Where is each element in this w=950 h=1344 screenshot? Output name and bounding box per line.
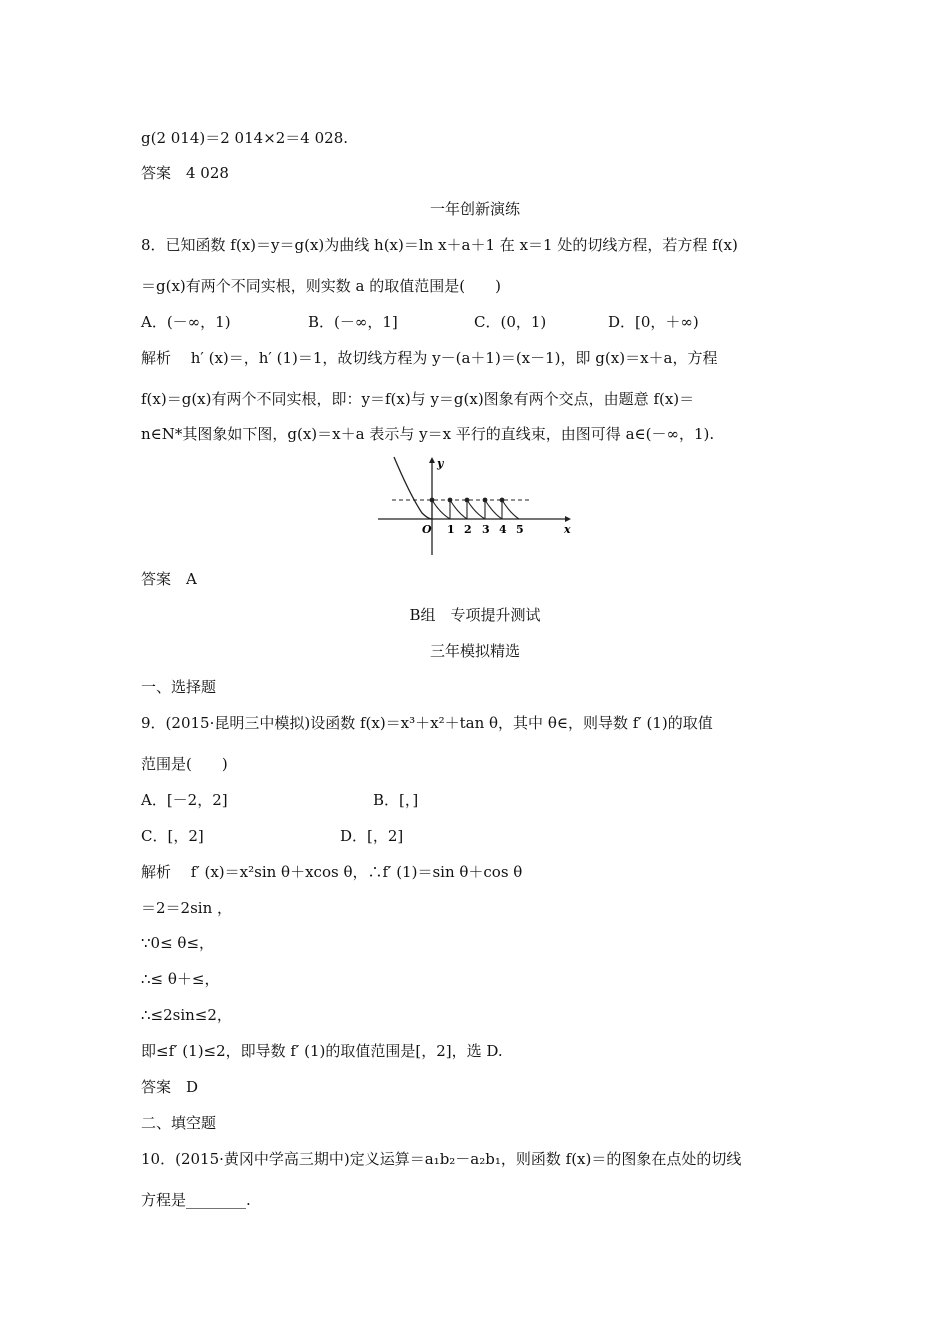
curve-left-branch — [394, 457, 432, 519]
section-title: B组 专项提升测试 — [409, 606, 541, 624]
text-line: g(2 014)＝2 014×2＝4 028. — [141, 129, 349, 147]
option-c: C．[，2] — [141, 827, 204, 845]
question-8-line: 8．已知函数 f(x)＝y＝g(x)为曲线 h(x)＝ln x＋a＋1 在 x＝1 处的切线方程，若方程 f(x) — [141, 236, 738, 254]
answer-line: 答案 D — [141, 1078, 199, 1096]
solution-line: ∵0≤ θ≤， — [141, 934, 215, 952]
answer-line: 答案 A — [141, 570, 197, 588]
option-b: B．(－∞，1] — [308, 313, 398, 331]
solution-line: n∈N*其图象如下图，g(x)＝x＋a 表示与 y＝x 平行的直线束，由图可得 a∈(－∞，1). — [141, 425, 715, 443]
solution-line: ∴≤ θ＋≤， — [141, 970, 220, 988]
curve-segment — [467, 500, 485, 519]
curve-segment — [485, 500, 502, 519]
question-9-line: 9．(2015·昆明三中模拟)设函数 f(x)＝x³＋x²＋tan θ，其中 θ∈，则导数 f′ (1)的取值 — [141, 714, 713, 732]
x-tick-label: 4 — [499, 523, 507, 536]
solution-line: ∴≤2sin≤2， — [141, 1006, 232, 1024]
option-a: A．[－2，2] — [141, 791, 228, 809]
origin-label: O — [422, 523, 432, 536]
y-axis-label: y — [437, 457, 444, 470]
curve-segment — [432, 500, 450, 519]
x-tick-label: 5 — [516, 523, 524, 536]
y-axis-arrow — [429, 457, 435, 463]
point-marker — [483, 498, 488, 503]
option-b: B．[，] — [373, 791, 419, 809]
section-title: 一年创新演练 — [429, 200, 520, 218]
question-9-line: 范围是( ) — [141, 755, 228, 773]
solution-line: 解析 f′ (x)＝x²sin θ＋xcos θ，∴f′ (1)＝sin θ＋cos θ — [141, 863, 523, 881]
option-a: A．(－∞，1) — [141, 313, 231, 331]
solution-line: 即≤f′ (1)≤2，即导数 f′ (1)的取值范围是[，2]，选 D. — [141, 1042, 503, 1060]
curve-segment — [502, 500, 519, 519]
solution-line: f(x)＝g(x)有两个不同实根，即：y＝f(x)与 y＝g(x)图象有两个交点，由题意 f(x)＝ — [141, 390, 695, 408]
solution-line: ＝2＝2sin ， — [141, 899, 233, 917]
question-8-line: ＝g(x)有两个不同实根，则实数 a 的取值范围是( ) — [141, 277, 501, 295]
option-c: C．(0，1) — [474, 313, 547, 331]
x-tick-label: 3 — [482, 523, 490, 536]
section-title: 三年模拟精选 — [429, 642, 520, 660]
x-axis-arrow — [565, 516, 571, 522]
x-axis-label: x — [564, 523, 571, 536]
function-graph-figure — [370, 455, 580, 560]
question-10-line: 10．(2015·黄冈中学高三期中)定义运算＝a₁b₂－a₂b₁，则函数 f(x)＝的图象在点处的切线 — [141, 1150, 742, 1168]
option-d: D．[0，＋∞) — [608, 313, 699, 331]
question-10-line: 方程是________. — [141, 1191, 251, 1209]
solution-line: 解析 h′ (x)＝，h′ (1)＝1，故切线方程为 y－(a＋1)＝(x－1)，即 g(x)＝x＋a，方程 — [141, 349, 718, 367]
curve-segment — [450, 500, 467, 519]
option-d: D．[，2] — [340, 827, 404, 845]
section-heading: 二、填空题 — [141, 1114, 217, 1132]
point-marker — [465, 498, 470, 503]
x-tick-label: 2 — [464, 523, 472, 536]
point-marker — [430, 498, 435, 503]
section-heading: 一、选择题 — [141, 678, 217, 696]
point-marker — [448, 498, 453, 503]
answer-line: 答案 4 028 — [141, 164, 229, 182]
x-tick-label: 1 — [447, 523, 455, 536]
point-marker — [500, 498, 505, 503]
